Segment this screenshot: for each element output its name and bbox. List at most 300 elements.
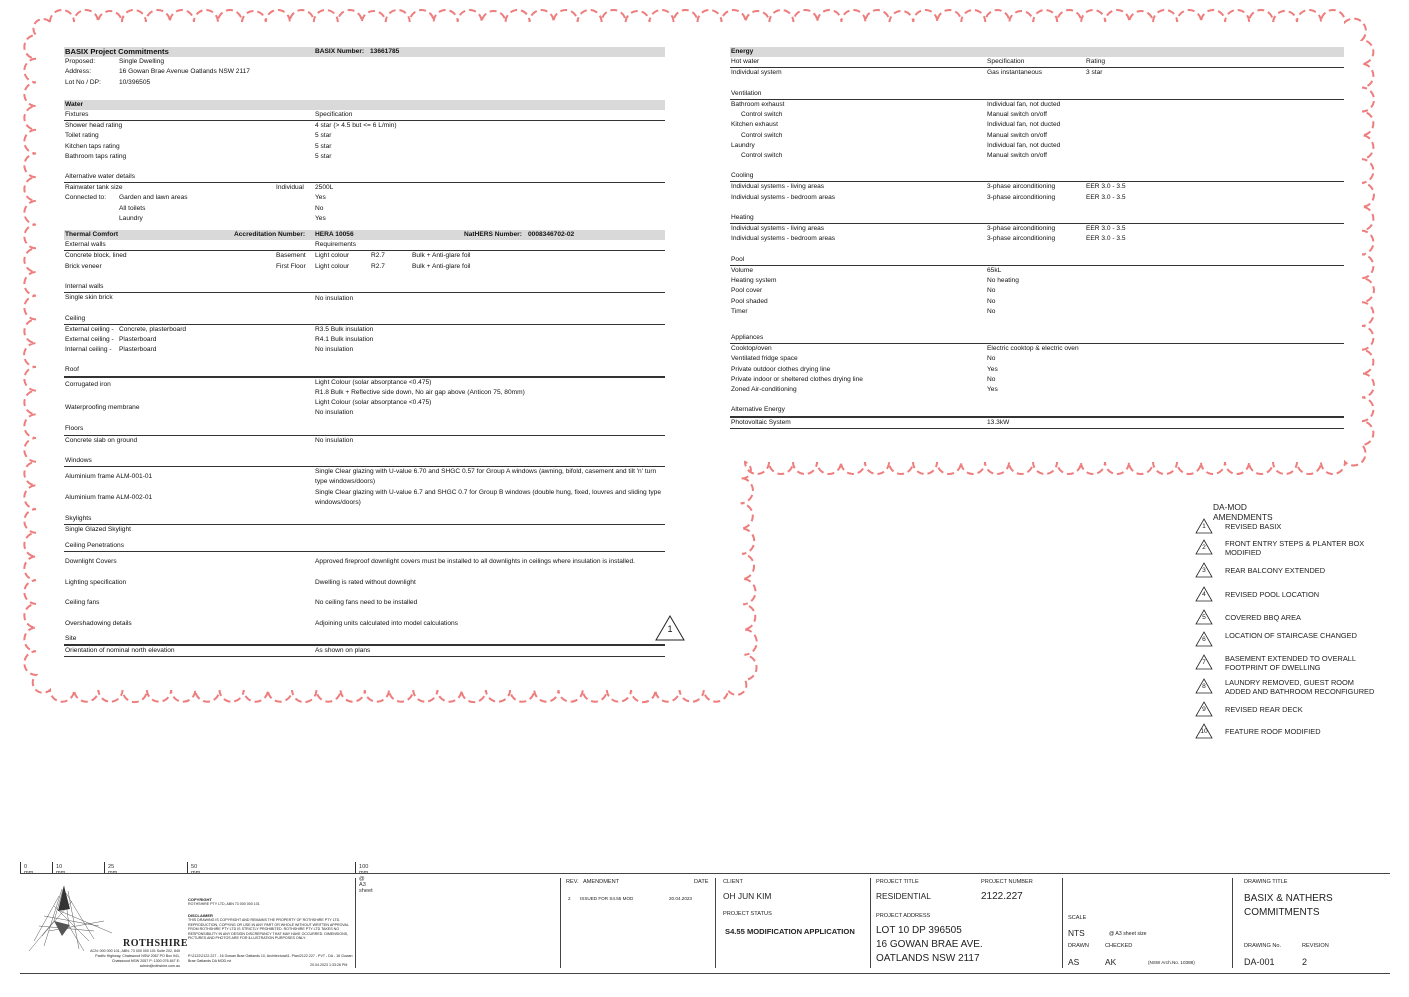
appliance-row xyxy=(730,344,1344,354)
amendment-number: 6 xyxy=(1202,636,1206,643)
wall-level: Basement xyxy=(276,252,306,260)
project-address-label: PROJECT ADDRESS xyxy=(876,913,931,919)
ventilation-spec: Manual switch on/off xyxy=(987,131,1047,139)
amendment-label: COVERED BBQ AREA xyxy=(1225,613,1301,622)
fixture-name: Kitchen taps rating xyxy=(65,142,120,150)
ceiling-spec: R3.5 Bulk insulation xyxy=(315,325,374,333)
ventilation-item: Laundry xyxy=(731,141,755,149)
overshadowing-label: Overshadowing details xyxy=(65,619,132,627)
client-name: OH JUN KIM xyxy=(723,891,772,901)
checked-value: AK xyxy=(1105,957,1117,967)
scale-tick-label: 25 xyxy=(108,864,115,870)
thermal-title: Thermal Comfort xyxy=(65,231,119,238)
amendment-number: 5 xyxy=(1202,614,1206,621)
fixture-spec: 5 star xyxy=(315,152,332,160)
penetration-type: Ceiling fans xyxy=(65,599,100,607)
nathers-label: NatHERS Number: xyxy=(464,231,522,238)
cooling-spec: 3-phase airconditioning xyxy=(987,193,1056,201)
pool-rows xyxy=(730,266,1344,317)
hot-water-row xyxy=(730,68,1344,78)
pool-value: No xyxy=(987,307,996,315)
proposed-value: Single Dwelling xyxy=(119,58,165,66)
accreditation-value: HERA 10056 xyxy=(315,231,354,238)
water-row xyxy=(64,121,665,131)
penetration-spec: No ceiling fans need to be installed xyxy=(315,599,418,607)
roof-header xyxy=(64,365,665,377)
scale-tick-label: 10 xyxy=(56,864,63,870)
wall-r-value: R2.7 xyxy=(371,262,385,270)
appliance-row xyxy=(730,385,1344,395)
skylight-row xyxy=(64,525,665,535)
wall-insulation: Bulk + Anti-glare foil xyxy=(412,252,471,260)
ventilation-item: Control switch xyxy=(741,151,783,159)
ceiling-rows xyxy=(64,325,665,356)
lot-row xyxy=(64,78,665,88)
fixture-spec: 5 star xyxy=(315,132,332,140)
fixtures-label: Fixtures xyxy=(65,110,89,118)
copyright-title: COPYRIGHT xyxy=(188,897,212,902)
hot-water-spec: Gas instantaneous xyxy=(987,69,1042,77)
amendment-triangle-icon xyxy=(1195,631,1213,647)
amendment-label: BASEMENT EXTENDED TO OVERALL FOOTPRINT OF DWELLING xyxy=(1225,654,1356,672)
hot-water-header xyxy=(730,57,1344,68)
skylights-label: Skylights xyxy=(65,514,92,522)
tank-type: Individual xyxy=(276,184,304,192)
cooling-header xyxy=(730,171,1344,182)
rev-text: ISSUED FOR S4.55 MOD xyxy=(580,896,634,901)
status-label: PROJECT STATUS xyxy=(723,911,772,917)
site-header xyxy=(64,634,665,646)
appliance-item: Private outdoor clothes drying line xyxy=(731,365,831,373)
wall-type: Brick veneer xyxy=(65,262,102,270)
connection-rows xyxy=(64,193,665,224)
cooling-rows xyxy=(730,182,1344,202)
date-label: DATE xyxy=(694,879,709,885)
floors-label: Floors xyxy=(65,425,84,433)
amendment-triangle-icon xyxy=(1195,539,1213,555)
amendment-triangle-icon xyxy=(1195,562,1213,578)
project-address-line-1: LOT 10 DP 396505 xyxy=(876,925,962,936)
appliances-label: Appliances xyxy=(731,334,764,342)
nathers-value: 0008346702-02 xyxy=(528,231,575,238)
connected-label: Connected to: xyxy=(65,194,107,202)
appliance-row xyxy=(730,354,1344,364)
ventilation-row xyxy=(730,110,1344,120)
site-orientation: Orientation of nominal north elevation xyxy=(65,647,175,655)
divider xyxy=(1062,878,1063,968)
drawing-title-line-1: BASIX & NATHERS xyxy=(1244,893,1333,904)
amendment-number: 8 xyxy=(1202,683,1206,690)
penetration-row xyxy=(64,573,665,593)
amendment-label: LAUNDRY REMOVED, GUEST ROOM ADDED AND BATHROOM RECONFIGURED xyxy=(1225,678,1375,696)
architect-number: (NSW Arch.No. 10388) xyxy=(1148,960,1195,965)
revision-marker-1 xyxy=(655,615,685,641)
ventilation-spec: Individual fan, not ducted xyxy=(987,141,1061,149)
fixture-spec: 5 star xyxy=(315,142,332,150)
drawing-number: DA-001 xyxy=(1244,957,1275,967)
alt-water-header xyxy=(64,172,665,183)
proposed-row xyxy=(64,57,665,67)
external-walls-label: External walls xyxy=(65,241,106,249)
ventilation-item: Control switch xyxy=(741,131,783,139)
heating-spec: 3-phase airconditioning xyxy=(987,225,1056,233)
scale-tick xyxy=(20,862,28,873)
energy-rating-label: Rating xyxy=(1086,58,1106,66)
site-label: Site xyxy=(65,635,77,643)
revision-value: 2 xyxy=(1302,957,1308,967)
roof-corrugated: Corrugated iron xyxy=(65,380,111,388)
pool-row xyxy=(730,286,1344,296)
hot-water-rating: 3 star xyxy=(1086,69,1103,77)
cooling-row xyxy=(730,193,1344,203)
amendment-triangle-icon xyxy=(1195,518,1213,534)
roof-waterproof: Waterproofing membrane xyxy=(65,404,140,412)
ventilation-item: Bathroom exhaust xyxy=(731,100,785,108)
heating-rating: EER 3.0 - 3.5 xyxy=(1086,235,1126,243)
cooling-area: Individual systems - bedroom areas xyxy=(731,193,836,201)
address-label: Address: xyxy=(65,68,92,76)
ventilation-row xyxy=(730,100,1344,110)
ceiling-spec: R4.1 Bulk insulation xyxy=(315,335,374,343)
connection-target: Laundry xyxy=(119,214,143,222)
divider xyxy=(1232,878,1233,968)
disclaimer-title: DISCLAIMER xyxy=(188,913,213,918)
penetrations-label: Ceiling Penetrations xyxy=(65,542,125,550)
project-number: 2122.227 xyxy=(981,891,1023,902)
roof-spec-3: Light Colour (solar absorptance <0.475) xyxy=(315,399,432,406)
company-address: ACN: 000 000 101, ABN: 73 000 000 101 Suite 202, 845 Pacific Highway, Chatswood NSW 2067 PO Box 941, Chatswood NSW 2057 P: 1300 076 847 E: admin@rothshire.com.au xyxy=(90,949,180,968)
appliance-item: Cooktop/oven xyxy=(731,345,772,353)
requirements-label: Requirements xyxy=(315,241,357,249)
cooling-rating: EER 3.0 - 3.5 xyxy=(1086,183,1126,191)
rev-date: 20.04.2023 xyxy=(669,896,692,901)
wall-row xyxy=(64,251,665,261)
ventilation-row xyxy=(730,131,1344,141)
energy-spec-label: Specification xyxy=(987,58,1025,66)
appliance-value: Electric cooktop & electric oven xyxy=(987,345,1079,353)
penetration-row xyxy=(64,552,665,572)
ceiling-spec: No insulation xyxy=(315,346,354,354)
drawn-label: DRAWN xyxy=(1068,943,1089,949)
ceiling-material: Plasterboard xyxy=(119,346,157,354)
project-status: S4.55 MODIFICATION APPLICATION xyxy=(725,927,855,936)
connection-target: Garden and lawn areas xyxy=(119,194,188,202)
windows-header xyxy=(64,456,665,467)
cooling-rating: EER 3.0 - 3.5 xyxy=(1086,193,1126,201)
specification-label: Specification xyxy=(315,110,353,118)
amendment-label: LOCATION OF STAIRCASE CHANGED xyxy=(1225,631,1357,640)
title-block-top-line xyxy=(20,873,1390,874)
pool-value: No xyxy=(987,297,996,305)
pool-value: 65kL xyxy=(987,266,1002,274)
water-row xyxy=(64,142,665,152)
heating-spec: 3-phase airconditioning xyxy=(987,235,1056,243)
connection-value: No xyxy=(315,204,324,212)
client-label: CLIENT xyxy=(723,879,743,885)
heating-rating: EER 3.0 - 3.5 xyxy=(1086,225,1126,233)
floors-spec: No insulation xyxy=(315,436,354,444)
pool-label: Pool xyxy=(731,255,745,263)
appliance-row xyxy=(730,365,1344,375)
ventilation-spec: Manual switch on/off xyxy=(987,151,1047,159)
water-row xyxy=(64,152,665,162)
penetrations-header xyxy=(64,541,665,552)
appliance-row xyxy=(730,375,1344,385)
checked-label: CHECKED xyxy=(1105,943,1133,949)
project-address-line-3: OATLANDS NSW 2117 xyxy=(876,953,980,964)
penetration-spec: Dwelling is rated without downlight xyxy=(315,578,416,586)
wall-insulation: Bulk + Anti-glare foil xyxy=(412,262,471,270)
pool-item: Heating system xyxy=(731,277,777,285)
scale-tick xyxy=(355,862,373,894)
scale-note: @ A3 sheet size xyxy=(1109,931,1147,937)
window-frame: Aluminium frame ALM-001-01 xyxy=(65,473,153,481)
ceiling-type: Internal ceiling - xyxy=(65,346,112,354)
hot-water-system: Individual system xyxy=(731,69,782,77)
amendment-label: FEATURE ROOF MODIFIED xyxy=(1225,727,1321,736)
roof-spec-2: R1.8 Bulk + Reflective side down, No air gap above (Anticon 75, 80mm) xyxy=(315,388,525,396)
divider xyxy=(715,878,716,968)
pool-row xyxy=(730,276,1344,286)
pool-item: Pool shaded xyxy=(731,297,768,305)
wall-level: First Floor xyxy=(276,262,306,270)
tank-size: 2500L xyxy=(315,184,334,192)
cooling-row xyxy=(730,182,1344,192)
revision-label: REVISION xyxy=(1302,943,1329,949)
cooling-label: Cooling xyxy=(731,172,754,180)
title-block xyxy=(20,873,1390,974)
fixture-name: Shower head rating xyxy=(65,122,123,130)
tank-row xyxy=(64,183,665,193)
internal-walls-row xyxy=(64,293,665,303)
appliance-value: Yes xyxy=(987,386,998,393)
penetration-rows xyxy=(64,552,665,613)
connection-row xyxy=(64,214,665,224)
heating-area: Individual systems - living areas xyxy=(731,225,825,233)
ceiling-row xyxy=(64,345,665,355)
connection-row xyxy=(64,204,665,214)
amendment-number: 9 xyxy=(1202,706,1206,713)
divider xyxy=(355,878,356,968)
ceiling-type: External ceiling - xyxy=(65,325,114,333)
amendments-title: DA-MOD AMENDMENTS xyxy=(1213,502,1273,522)
pool-header xyxy=(730,255,1344,266)
amendment-label: REAR BALCONY EXTENDED xyxy=(1225,566,1326,575)
alt-energy-header xyxy=(730,405,1344,417)
pv-value: 13.3kW xyxy=(987,418,1010,426)
scale-tick-label: 0 xyxy=(24,864,28,870)
fixture-spec: 4 star (> 4.5 but <= 6 L/min) xyxy=(315,122,397,130)
tank-label: Rainwater tank size xyxy=(65,184,123,192)
revision-marker-number: 1 xyxy=(667,624,673,634)
amendment-triangle-icon xyxy=(1195,586,1213,602)
drawing-title-line-2: COMMITMENTS xyxy=(1244,907,1320,918)
internal-walls-spec: No insulation xyxy=(315,295,354,303)
file-path: P:\2122\2122.227 - 16 Gowan Brae Oatlands 10, Architectural\1. Plan\2122.227 - PVT - DA - 16 Gowan Brae Oatlands DA MOD.rvt xyxy=(188,954,353,963)
internal-walls-label: Internal walls xyxy=(65,282,104,290)
appliance-item: Private indoor or sheltered clothes drying line xyxy=(731,375,863,383)
address-row xyxy=(64,67,665,77)
project-number-label: PROJECT NUMBER xyxy=(981,879,1033,885)
ceiling-type: External ceiling - xyxy=(65,335,114,343)
cooling-area: Individual systems - living areas xyxy=(731,183,825,191)
energy-title: Energy xyxy=(731,48,754,55)
alt-energy-label: Alternative Energy xyxy=(731,406,785,414)
penetration-type: Lighting specification xyxy=(65,578,127,586)
scale-tick xyxy=(104,862,115,873)
project-address-line-2: 16 GOWAN BRAE AVE. xyxy=(876,939,983,950)
penetration-type: Downlight Covers xyxy=(65,558,117,566)
window-spec: Single Clear glazing with U-value 6.70 and SHGC 0.57 for Group A windows (awning, bifold, casement and tilt 'n' turn type windows/doors) xyxy=(315,468,657,486)
amendment-triangle-icon xyxy=(1195,678,1213,694)
pool-row xyxy=(730,297,1344,307)
ventilation-spec: Individual fan, not ducted xyxy=(987,100,1061,108)
amendment-label: REVISED BASIX xyxy=(1225,522,1282,531)
basix-title: BASIX Project Commitments xyxy=(65,47,169,56)
scale-tick-label: 50 xyxy=(191,864,198,870)
window-row xyxy=(64,467,665,487)
scale-value: NTS xyxy=(1068,928,1085,938)
project-title: RESIDENTIAL xyxy=(876,891,931,901)
amendment-label: AMENDMENT xyxy=(583,879,620,885)
roof-row-4 xyxy=(64,402,665,417)
ventilation-spec: Manual switch on/off xyxy=(987,111,1047,119)
ceiling-row xyxy=(64,325,665,335)
water-rows xyxy=(64,121,665,162)
amendment-number: 3 xyxy=(1202,567,1206,574)
roof-spec-4: No insulation xyxy=(315,409,354,417)
scale-tick xyxy=(52,862,63,873)
project-title-label: PROJECT TITLE xyxy=(876,879,919,885)
drawn-value: AS xyxy=(1068,957,1080,967)
pool-row xyxy=(730,307,1344,317)
fixture-name: Bathroom taps rating xyxy=(65,152,127,160)
amendment-number: 1 xyxy=(1202,523,1206,530)
overshadowing-value: Adjoining units calculated into model calculations xyxy=(315,619,458,627)
drawing-number-label: DRAWING No. xyxy=(1244,943,1282,949)
cooling-spec: 3-phase airconditioning xyxy=(987,183,1056,191)
rev-label: REV. xyxy=(566,879,579,885)
amendment-label: REVISED POOL LOCATION xyxy=(1225,590,1320,599)
divider xyxy=(870,878,871,968)
company-name: ROTHSHIRE xyxy=(123,938,189,949)
appliance-value: No xyxy=(987,355,996,363)
ventilation-label: Ventilation xyxy=(731,89,762,97)
ventilation-spec: Individual fan, not ducted xyxy=(987,121,1061,129)
file-date: 20.04.2023 1:33:26 PM xyxy=(310,963,348,967)
heating-area: Individual systems - bedroom areas xyxy=(731,235,836,243)
external-walls-header xyxy=(64,240,665,251)
heating-row xyxy=(730,234,1344,244)
ventilation-header xyxy=(730,89,1344,100)
skylights-header xyxy=(64,514,665,525)
pv-system: Photovoltaic System xyxy=(731,418,791,426)
proposed-label: Proposed: xyxy=(65,58,96,66)
appliance-rows xyxy=(730,344,1344,395)
energy-header xyxy=(730,47,1344,57)
ceiling-header xyxy=(64,314,665,325)
ceiling-material: Concrete, plasterboard xyxy=(119,325,187,333)
appliance-item: Zoned Air-conditioning xyxy=(731,386,797,393)
disclaimer-text: THIS DRAWING IS COPYRIGHT AND REMAINS THE PROPERTY OF ROTHSHIRE PTY LTD. REPRODUCTION, COPYING OR USE IN ANY PART OR WHOLE WITHOUT WRITTEN APPROVAL FROM ROTHSHIRE PTY LTD IS STRICTLY PROHIBITED. ROTHSHIRE PTY LTD TAKES NO RESPONSIBILITY IN ANY DESIGN DISCREPANCY THAT MAY HAVE OCCURRED. DIMENSIONS, PICTURES AND PHOTOS ARE FOR ILLUSTRATION PURPOSES ONLY. xyxy=(188,918,349,941)
water-row xyxy=(64,131,665,141)
overshadowing-row xyxy=(64,614,665,634)
amendment-triangle-icon xyxy=(1195,723,1213,739)
copyright-text: ROTHSHIRE PTY LTD, ABN 73 000 000 101 xyxy=(188,902,260,906)
roof-spec-1: Light Colour (solar absorptance <0.475) xyxy=(315,378,432,386)
window-spec: Single Clear glazing with U-value 6.7 and SHGC 0.7 for Group B windows (double hung, fixed, louvres and sliding type windows/doors) xyxy=(315,488,661,506)
skylight-value: Single Glazed Skylight xyxy=(65,526,131,534)
window-rows xyxy=(64,467,665,508)
wall-row xyxy=(64,262,665,272)
ventilation-rows xyxy=(730,100,1344,161)
basix-number-label: BASIX Number: xyxy=(315,48,365,55)
drawing-title-label: DRAWING TITLE xyxy=(1244,879,1288,885)
amendment-number: 2 xyxy=(1202,544,1206,551)
basix-header xyxy=(64,47,665,57)
ceiling-material: Plasterboard xyxy=(119,335,157,343)
amendment-triangle-icon xyxy=(1195,609,1213,625)
connection-row xyxy=(64,193,665,203)
scale-tick-label: 100 @ A3 sheet xyxy=(359,864,373,894)
lot-label: Lot No / DP: xyxy=(65,78,101,86)
basix-left-panel xyxy=(64,47,665,657)
floors-row xyxy=(64,436,665,446)
pool-value: No xyxy=(987,287,996,295)
amendment-triangle-icon xyxy=(1195,701,1213,717)
wall-rows xyxy=(64,251,665,271)
address-value: 16 Gowan Brae Avenue Oatlands NSW 2117 xyxy=(119,68,250,76)
fixture-name: Toilet rating xyxy=(65,132,99,140)
accreditation-label: Accreditation Number: xyxy=(234,231,306,238)
ventilation-row xyxy=(730,120,1344,130)
wall-r-value: R2.7 xyxy=(371,252,385,260)
water-subheader xyxy=(64,110,665,121)
hot-water-label: Hot water xyxy=(731,58,760,66)
wall-type: Concrete block, lined xyxy=(65,252,127,260)
window-row xyxy=(64,488,665,508)
heating-row xyxy=(730,224,1344,234)
connection-target: All toilets xyxy=(119,204,146,212)
scale-tick xyxy=(187,862,198,873)
connection-value: Yes xyxy=(315,194,326,202)
lot-value: 10/396505 xyxy=(119,78,151,86)
ventilation-row xyxy=(730,151,1344,161)
water-title: Water xyxy=(65,100,84,108)
penetration-spec: Approved fireproof downlight covers must be installed to all downlights in ceilings where insulation is installed. xyxy=(315,558,635,566)
rothshire-logo-icon xyxy=(24,881,124,956)
heating-rows xyxy=(730,224,1344,244)
windows-label: Windows xyxy=(65,456,92,464)
pv-row xyxy=(730,418,1344,429)
pool-item: Timer xyxy=(731,307,748,315)
site-value: As shown on plans xyxy=(315,647,371,655)
amendment-number: 10 xyxy=(1200,728,1208,735)
rev-number: 2 xyxy=(568,896,571,901)
amendment-triangle-icon xyxy=(1195,654,1213,670)
appliance-value: Yes xyxy=(987,365,998,373)
internal-walls-header xyxy=(64,282,665,293)
roof-label: Roof xyxy=(65,366,79,374)
floors-header xyxy=(64,424,665,435)
site-row xyxy=(64,646,665,657)
appliance-item: Ventilated fridge space xyxy=(731,355,798,363)
appliance-value: No xyxy=(987,375,996,383)
wall-colour: Light colour xyxy=(315,262,350,270)
internal-walls-type: Single skin brick xyxy=(65,294,113,302)
alt-water-title: Alternative water details xyxy=(65,173,136,181)
ventilation-row xyxy=(730,141,1344,151)
